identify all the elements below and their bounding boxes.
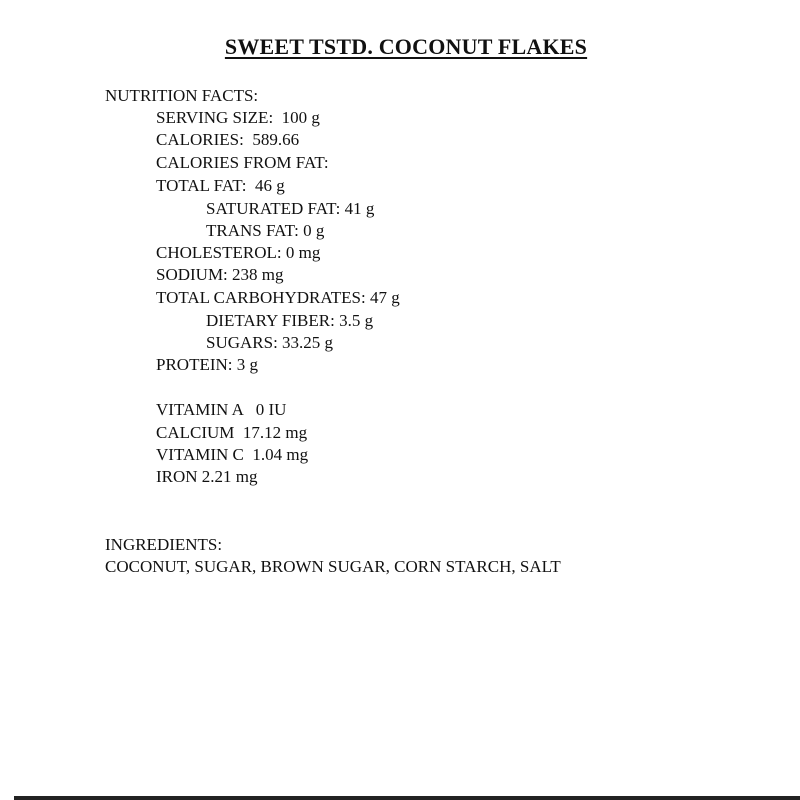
nutrition-facts-heading: NUTRITION FACTS:: [105, 86, 259, 105]
vitamin-a: VITAMIN A 0 IU: [156, 400, 287, 419]
sodium: SODIUM: 238 mg: [156, 265, 284, 284]
sugars: SUGARS: 33.25 g: [206, 333, 334, 352]
calcium: CALCIUM 17.12 mg: [156, 423, 308, 442]
bottom-rule: [14, 796, 800, 800]
vitamin-c: VITAMIN C 1.04 mg: [156, 445, 309, 464]
page-title: SWEET TSTD. COCONUT FLAKES: [224, 34, 588, 59]
serving-size: SERVING SIZE: 100 g: [156, 108, 320, 127]
cholesterol: CHOLESTEROL: 0 mg: [156, 243, 321, 262]
iron: IRON 2.21 mg: [156, 467, 258, 486]
protein: PROTEIN: 3 g: [156, 355, 258, 374]
trans-fat: TRANS FAT: 0 g: [206, 221, 325, 240]
total-carbohydrates: TOTAL CARBOHYDRATES: 47 g: [156, 288, 400, 307]
dietary-fiber: DIETARY FIBER: 3.5 g: [206, 311, 374, 330]
ingredients-heading: INGREDIENTS:: [105, 535, 223, 554]
saturated-fat: SATURATED FAT: 41 g: [206, 199, 375, 218]
total-fat: TOTAL FAT: 46 g: [156, 176, 285, 195]
calories: CALORIES: 589.66: [156, 130, 300, 149]
calories-from-fat: CALORIES FROM FAT:: [156, 153, 329, 172]
ingredients-list: COCONUT, SUGAR, BROWN SUGAR, CORN STARCH, SALT: [105, 557, 561, 576]
